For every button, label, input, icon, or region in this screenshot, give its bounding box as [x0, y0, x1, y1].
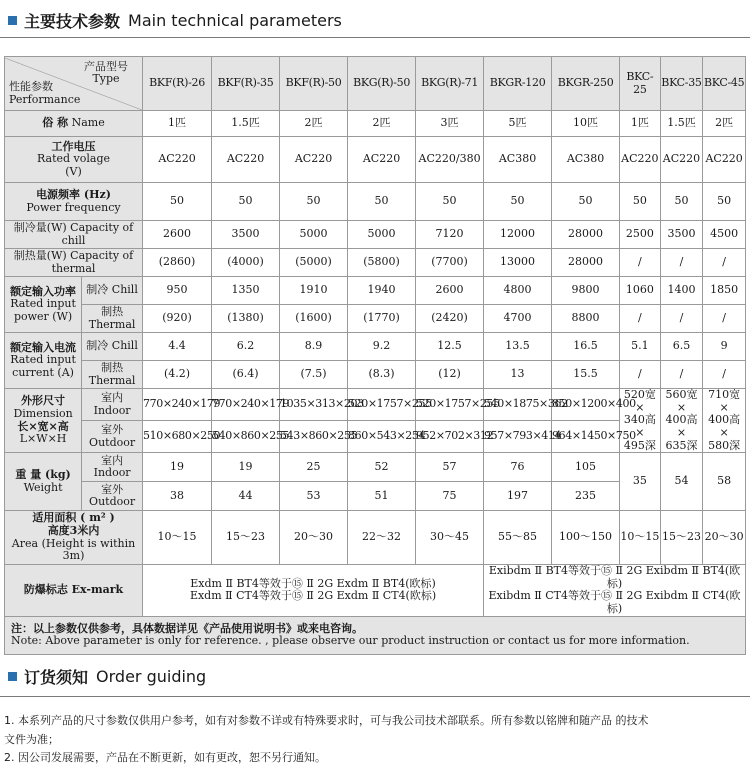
value-cell: 850×1200×400: [552, 389, 620, 421]
row-label-weight: [5, 453, 82, 511]
table-row: [5, 221, 746, 249]
value-cell: 1060: [620, 277, 661, 305]
value-cell: 13000: [484, 249, 552, 277]
value-cell: (6.4): [212, 361, 280, 389]
row-label-voltage: [5, 137, 143, 183]
value-cell: 51: [348, 482, 416, 511]
row-label-chill-capacity: 制冷量(W) Capacity of chill: [5, 221, 143, 249]
value-cell: (12): [416, 361, 484, 389]
note-zh: 注：以上参数仅供参考，具体数据详见《产品使用说明书》或来电咨询。: [11, 621, 363, 635]
cell-text: Rated input: [10, 353, 76, 367]
table-row: [5, 453, 746, 482]
cell-text: Rated input: [10, 297, 76, 311]
dimension-part: 635深: [665, 438, 698, 452]
value-cell: 1400: [660, 277, 703, 305]
value-cell: /: [660, 305, 703, 333]
row-label-frequency: [5, 183, 143, 221]
model-header: BKF(R)-50: [280, 57, 348, 111]
bkc-weight: 54: [660, 453, 703, 511]
section-title-order: [6, 664, 206, 688]
value-cell: AC220: [620, 137, 661, 183]
value-cell: 10匹: [552, 111, 620, 137]
value-cell: 2匹: [280, 111, 348, 137]
value-cell: 50: [660, 183, 703, 221]
value-cell: 50: [552, 183, 620, 221]
model-header: BKC-45: [703, 57, 746, 111]
section-divider: [0, 696, 750, 697]
cell-text: 额定输入电流: [10, 340, 77, 354]
cell-text: current (A): [12, 365, 74, 379]
dimension-part: ×: [676, 400, 687, 414]
value-cell: 1匹: [143, 111, 212, 137]
value-cell: 30～45: [416, 511, 484, 565]
value-cell: 8.9: [280, 333, 348, 361]
bkc-weight: 35: [620, 453, 661, 511]
row-label-dimension: [5, 389, 82, 453]
sub-label-thermal: 制热 Thermal: [82, 305, 143, 333]
section-divider: [0, 37, 750, 38]
order-title-en: Order guiding: [96, 666, 207, 686]
value-cell: /: [660, 249, 703, 277]
header-corner: [5, 57, 143, 111]
value-cell: (920): [143, 305, 212, 333]
value-cell: AC220: [660, 137, 703, 183]
cell-text: 重 量 (kg): [15, 468, 71, 482]
cell-text: 电源频率 (Hz): [36, 187, 111, 201]
model-header: BKC-35: [660, 57, 703, 111]
exmark-intrinsic: [484, 565, 746, 617]
value-cell: 28000: [552, 221, 620, 249]
value-cell: 3500: [212, 221, 280, 249]
value-cell: 76: [484, 453, 552, 482]
bkc-weight: 58: [703, 453, 746, 511]
table-row: [5, 277, 746, 305]
value-cell: 3500: [660, 221, 703, 249]
dimension-part: 400高: [665, 413, 698, 427]
value-cell: 50: [348, 183, 416, 221]
cell-text: 适用面积 ( m² ): [32, 511, 115, 525]
value-cell: 964×1450×750: [552, 421, 620, 453]
value-cell: 2匹: [348, 111, 416, 137]
order-list: [4, 712, 746, 768]
value-cell: 10～15: [620, 511, 661, 565]
row-label-area: [5, 511, 143, 565]
value-cell: 22～32: [348, 511, 416, 565]
cell-text: 外形尺寸: [21, 394, 66, 408]
value-cell: 770×240×179: [212, 389, 280, 421]
value-cell: 50: [703, 183, 746, 221]
dimension-part: 580深: [708, 438, 741, 452]
table-row: [5, 111, 746, 137]
value-cell: 2500: [620, 221, 661, 249]
value-cell: AC220: [703, 137, 746, 183]
table-note: [5, 616, 746, 654]
dimension-part: 340高: [623, 413, 656, 427]
row-label-thermal-capacity: 制热量(W) Capacity of thermal: [5, 249, 143, 277]
dimension-part: ×: [635, 425, 645, 439]
order-item: 1. 本系列产品的尺寸参数仅供用户参考，如有对参数不详或有特殊要求时，可与我公司技术部联系。所有参数以铭牌和随产品 的技术: [4, 714, 649, 727]
value-cell: /: [620, 249, 661, 277]
value-cell: 950: [143, 277, 212, 305]
value-cell: 53: [280, 482, 348, 511]
row-label-current: [5, 333, 82, 389]
value-cell: 100～150: [552, 511, 620, 565]
cell-text: 俗 称: [42, 116, 69, 130]
bkc-dimension: [660, 389, 703, 453]
value-cell: 50: [620, 183, 661, 221]
value-cell: (2420): [416, 305, 484, 333]
dimension-part: 495深: [623, 438, 656, 452]
cell-text: Area (Height is within 3m): [11, 536, 136, 563]
cell-text: 防爆标志 Ex-mark: [23, 583, 124, 597]
value-cell: /: [703, 249, 746, 277]
value-cell: 15～23: [212, 511, 280, 565]
cell-text: 长×宽×高: [17, 419, 69, 433]
value-cell: (8.3): [348, 361, 416, 389]
value-cell: AC380: [484, 137, 552, 183]
section-title-parameters: [6, 8, 342, 32]
value-cell: /: [703, 305, 746, 333]
cell-text: L×W×H: [19, 432, 67, 446]
value-cell: 6.5: [660, 333, 703, 361]
table-row: [5, 511, 746, 565]
order-title-zh: 订货须知: [24, 667, 89, 687]
cell-text: Power frequency: [26, 200, 121, 214]
value-cell: 1.5匹: [660, 111, 703, 137]
value-cell: 2600: [416, 277, 484, 305]
dimension-part: 520宽: [623, 388, 656, 401]
value-cell: 520×1757×255: [348, 389, 416, 421]
value-cell: (1770): [348, 305, 416, 333]
cell-text: (V): [65, 164, 82, 178]
value-cell: 13: [484, 361, 552, 389]
model-header: BKG(R)-50: [348, 57, 416, 111]
value-cell: 50: [416, 183, 484, 221]
value-cell: 19: [212, 453, 280, 482]
cell-text: power (W): [13, 309, 73, 323]
perf-label-en: Performance: [9, 92, 81, 106]
value-cell: 5匹: [484, 111, 552, 137]
table-row: [5, 616, 746, 654]
model-header: BKF(R)-26: [143, 57, 212, 111]
dimension-part: 400高: [708, 413, 741, 427]
value-cell: 57: [416, 453, 484, 482]
perf-label-zh: 性能参数: [9, 80, 53, 94]
table-row: [5, 333, 746, 361]
square-bullet-icon: [8, 16, 17, 25]
dimension-part: 560宽: [665, 388, 698, 401]
value-cell: 1350: [212, 277, 280, 305]
value-cell: 50: [484, 183, 552, 221]
value-cell: 13.5: [484, 333, 552, 361]
value-cell: 50: [212, 183, 280, 221]
row-label-name: [5, 111, 143, 137]
table-row: [5, 249, 746, 277]
value-cell: 4.4: [143, 333, 212, 361]
value-cell: 8800: [552, 305, 620, 333]
model-header: BKGR-120: [484, 57, 552, 111]
row-label-exmark: [5, 565, 143, 617]
value-cell: 15～23: [660, 511, 703, 565]
value-cell: 543×860×255: [280, 421, 348, 453]
value-cell: (2860): [143, 249, 212, 277]
model-header: BKC-25: [620, 57, 661, 111]
value-cell: 235: [552, 482, 620, 511]
value-cell: AC220: [212, 137, 280, 183]
sub-label-indoor: 室内 Indoor: [82, 389, 143, 421]
value-cell: 7120: [416, 221, 484, 249]
value-cell: AC220: [280, 137, 348, 183]
value-cell: 52: [348, 453, 416, 482]
table-row: [5, 137, 746, 183]
cell-text: Rated volage: [37, 152, 111, 166]
value-cell: 10～15: [143, 511, 212, 565]
value-cell: 15.5: [552, 361, 620, 389]
value-cell: (5800): [348, 249, 416, 277]
value-cell: /: [620, 305, 661, 333]
diagonal-header: [5, 58, 142, 110]
table-row: [5, 565, 746, 617]
value-cell: AC380: [552, 137, 620, 183]
order-item: 2. 因公司发展需要，产品在不断更新，如有更改，恕不另行通知。: [4, 751, 326, 765]
table-row: [5, 57, 746, 111]
value-cell: (5000): [280, 249, 348, 277]
cell-text: Name: [71, 116, 105, 130]
cell-text: 额定输入功率: [10, 284, 77, 298]
value-cell: 5000: [280, 221, 348, 249]
value-cell: 25: [280, 453, 348, 482]
bkc-dimension: [620, 389, 661, 453]
value-cell: 12000: [484, 221, 552, 249]
value-cell: 770×240×179: [143, 389, 212, 421]
value-cell: 75: [416, 482, 484, 511]
dimension-part: ×: [676, 425, 687, 439]
value-cell: 55～85: [484, 511, 552, 565]
value-cell: 9.2: [348, 333, 416, 361]
value-cell: 952×702×312: [416, 421, 484, 453]
value-cell: (1600): [280, 305, 348, 333]
value-cell: 957×793×414: [484, 421, 552, 453]
value-cell: 9: [703, 333, 746, 361]
row-label-power: [5, 277, 82, 333]
value-cell: 6.2: [212, 333, 280, 361]
section-title-zh: 主要技术参数: [24, 11, 121, 31]
spec-table: [4, 56, 746, 655]
sub-label-outdoor: 室外 Outdoor: [82, 421, 143, 453]
cell-text: 高度3米内: [47, 524, 100, 538]
bkc-dimension: [703, 389, 746, 453]
value-cell: 28000: [552, 249, 620, 277]
value-cell: (1380): [212, 305, 280, 333]
sub-label-outdoor: 室外 Outdoor: [82, 482, 143, 511]
value-cell: 510×680×250: [143, 421, 212, 453]
cell-text: Exibdm Ⅱ CT4等效于⑮ Ⅱ 2G Exibdm Ⅱ CT4(欧标): [488, 589, 741, 616]
table-row: [5, 183, 746, 221]
value-cell: 2匹: [703, 111, 746, 137]
value-cell: 860×543×254: [348, 421, 416, 453]
value-cell: 4700: [484, 305, 552, 333]
value-cell: 5.1: [620, 333, 661, 361]
model-header: BKF(R)-35: [212, 57, 280, 111]
value-cell: /: [620, 361, 661, 389]
sub-label-thermal: 制热 Thermal: [82, 361, 143, 389]
cell-text: Exdm Ⅱ BT4等效于⑮ Ⅱ 2G Exdm Ⅱ BT4(欧标): [190, 576, 436, 590]
value-cell: (7700): [416, 249, 484, 277]
value-cell: 16.5: [552, 333, 620, 361]
value-cell: /: [703, 361, 746, 389]
value-cell: 19: [143, 453, 212, 482]
value-cell: 1.5匹: [212, 111, 280, 137]
dimension-part: ×: [635, 400, 645, 414]
value-cell: 1940: [348, 277, 416, 305]
value-cell: 20～30: [703, 511, 746, 565]
value-cell: 2600: [143, 221, 212, 249]
sub-label-indoor: 室内 Indoor: [82, 453, 143, 482]
value-cell: 1850: [703, 277, 746, 305]
value-cell: 4500: [703, 221, 746, 249]
exmark-flameproof: [143, 565, 484, 617]
cell-text: Exdm Ⅱ CT4等效于⑮ Ⅱ 2G Exdm Ⅱ CT4(欧标): [189, 589, 437, 603]
value-cell: (4000): [212, 249, 280, 277]
value-cell: AC220: [348, 137, 416, 183]
model-header: BKG(R)-71: [416, 57, 484, 111]
value-cell: 9800: [552, 277, 620, 305]
value-cell: 20～30: [280, 511, 348, 565]
dimension-part: ×: [719, 400, 729, 414]
value-cell: 12.5: [416, 333, 484, 361]
value-cell: 3匹: [416, 111, 484, 137]
square-bullet-icon: [8, 672, 17, 681]
dimension-part: ×: [719, 425, 729, 439]
model-header: BKGR-250: [552, 57, 620, 111]
cell-text: Dimension: [13, 406, 73, 420]
value-cell: 105: [552, 453, 620, 482]
value-cell: 38: [143, 482, 212, 511]
value-cell: 1匹: [620, 111, 661, 137]
section-title-en: Main technical parameters: [128, 10, 342, 30]
value-cell: 540×1875×362: [484, 389, 552, 421]
value-cell: 520×1757×255: [416, 389, 484, 421]
value-cell: /: [660, 361, 703, 389]
value-cell: 50: [143, 183, 212, 221]
sub-label-chill: 制冷 Chill: [82, 333, 143, 361]
value-cell: 1035×313×203: [280, 389, 348, 421]
value-cell: 5000: [348, 221, 416, 249]
cell-text: 工作电压: [51, 139, 96, 153]
value-cell: 44: [212, 482, 280, 511]
dimension-part: 710宽: [708, 388, 741, 401]
value-cell: (4.2): [143, 361, 212, 389]
model-label-en: Type: [92, 72, 120, 86]
value-cell: AC220/380: [416, 137, 484, 183]
table-row: [5, 361, 746, 389]
model-label-zh: 产品型号: [84, 59, 129, 73]
cell-text: Exibdm Ⅱ BT4等效于⑮ Ⅱ 2G Exibdm Ⅱ BT4(欧标): [488, 564, 741, 590]
table-row: [5, 389, 746, 421]
value-cell: 50: [280, 183, 348, 221]
order-item: 文件为准；: [4, 732, 59, 746]
value-cell: AC220: [143, 137, 212, 183]
value-cell: 4800: [484, 277, 552, 305]
value-cell: (7.5): [280, 361, 348, 389]
cell-text: Weight: [23, 480, 63, 494]
note-en: Note: Above parameter is only for reference. , please observe our product instruction or contact us for more information.: [11, 634, 690, 648]
value-cell: 1910: [280, 277, 348, 305]
table-row: [5, 305, 746, 333]
value-cell: 540×860×255: [212, 421, 280, 453]
value-cell: 197: [484, 482, 552, 511]
sub-label-chill: 制冷 Chill: [82, 277, 143, 305]
